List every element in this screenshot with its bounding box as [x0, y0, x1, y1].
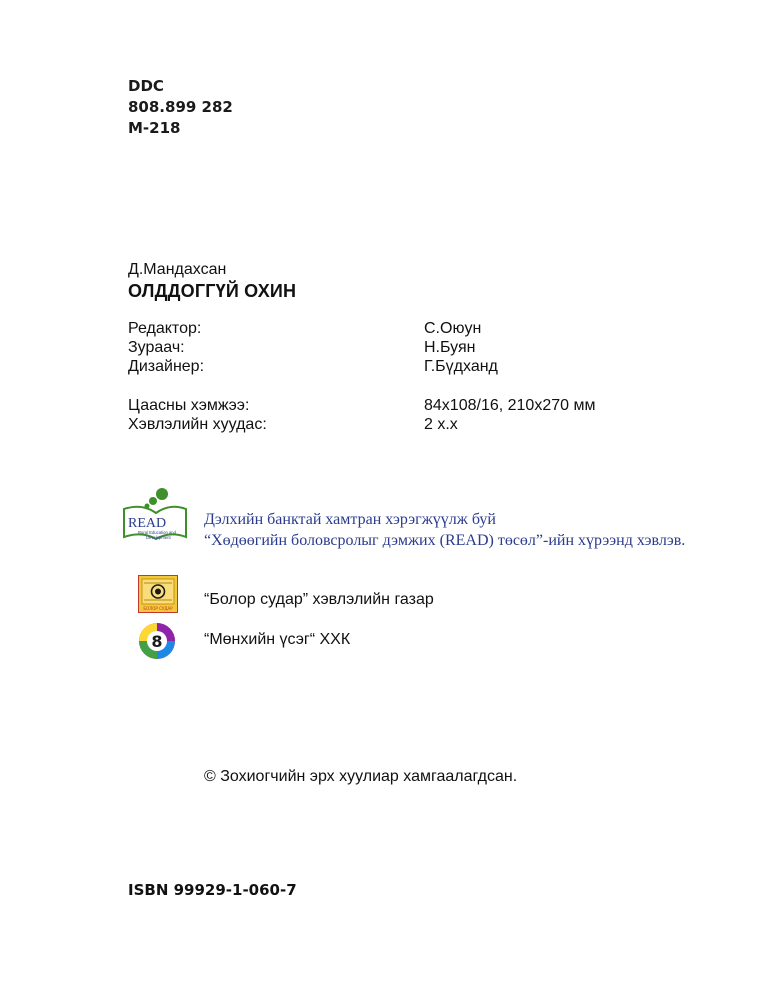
svg-text:8: 8	[151, 632, 163, 651]
read-logo-dot-large	[156, 488, 168, 500]
credit-value: С.Оюун	[424, 320, 482, 337]
credit-row-designer	[128, 358, 648, 377]
credit-row-illustrator	[128, 339, 648, 358]
sponsor-note	[204, 509, 685, 551]
read-logo-sub1: Rural Education and	[138, 530, 176, 535]
ddc-label: DDC	[128, 77, 164, 95]
credit-label: Дизайнер:	[128, 358, 205, 375]
spec-row-paper-size	[128, 397, 648, 416]
read-logo-dot-medium	[149, 497, 157, 505]
read-logo	[120, 487, 190, 547]
spec-row-sheets	[128, 416, 648, 435]
spec-label: Цаасны хэмжээ:	[128, 397, 250, 414]
credit-value: Н.Буян	[424, 339, 476, 356]
copyright-notice: © Зохиогчийн эрх хуулиар хамгаалагдсан.	[204, 768, 518, 785]
printer-name: “Мөнхийн үсэг“ ХХК	[204, 631, 351, 648]
author-name: Д.Мандахсан	[128, 261, 227, 278]
read-logo-word: READ	[128, 516, 167, 531]
publisher-name: “Болор судар” хэвлэлийн газар	[204, 591, 434, 608]
credit-label: Зураач:	[128, 339, 185, 356]
credits-block	[128, 320, 648, 435]
credit-label: Редактор:	[128, 320, 202, 337]
read-logo-sub2: Development	[146, 535, 171, 540]
call-code: M-218	[128, 119, 181, 137]
book-title: ОЛДДОГГҮЙ ОХИН	[128, 281, 297, 301]
bolor-sudar-logo	[138, 575, 178, 613]
catalog-block	[128, 76, 233, 139]
credit-row-editor	[128, 320, 648, 339]
bolor-logo-text: БОЛОР СУДАР	[143, 606, 173, 611]
spec-label: Хэвлэлийн хуудас:	[128, 416, 267, 433]
credit-value: Г.Бүдханд	[424, 358, 498, 375]
ddc-number: 808.899 282	[128, 98, 233, 116]
sponsor-line-1: Дэлхийн банктай хамтран хэрэгжүүлж буй	[204, 511, 496, 528]
spec-value: 84x108/16, 210x270 мм	[424, 397, 596, 414]
isbn-number: ISBN 99929-1-060-7	[128, 881, 297, 899]
spec-value: 2 х.х	[424, 416, 458, 433]
sponsor-line-2: “Хөдөөгийн боловсролыг дэмжих (READ) төсөл”-ийн хүрээнд хэвлэв.	[204, 532, 686, 549]
monkhiin-useg-logo	[138, 622, 176, 660]
